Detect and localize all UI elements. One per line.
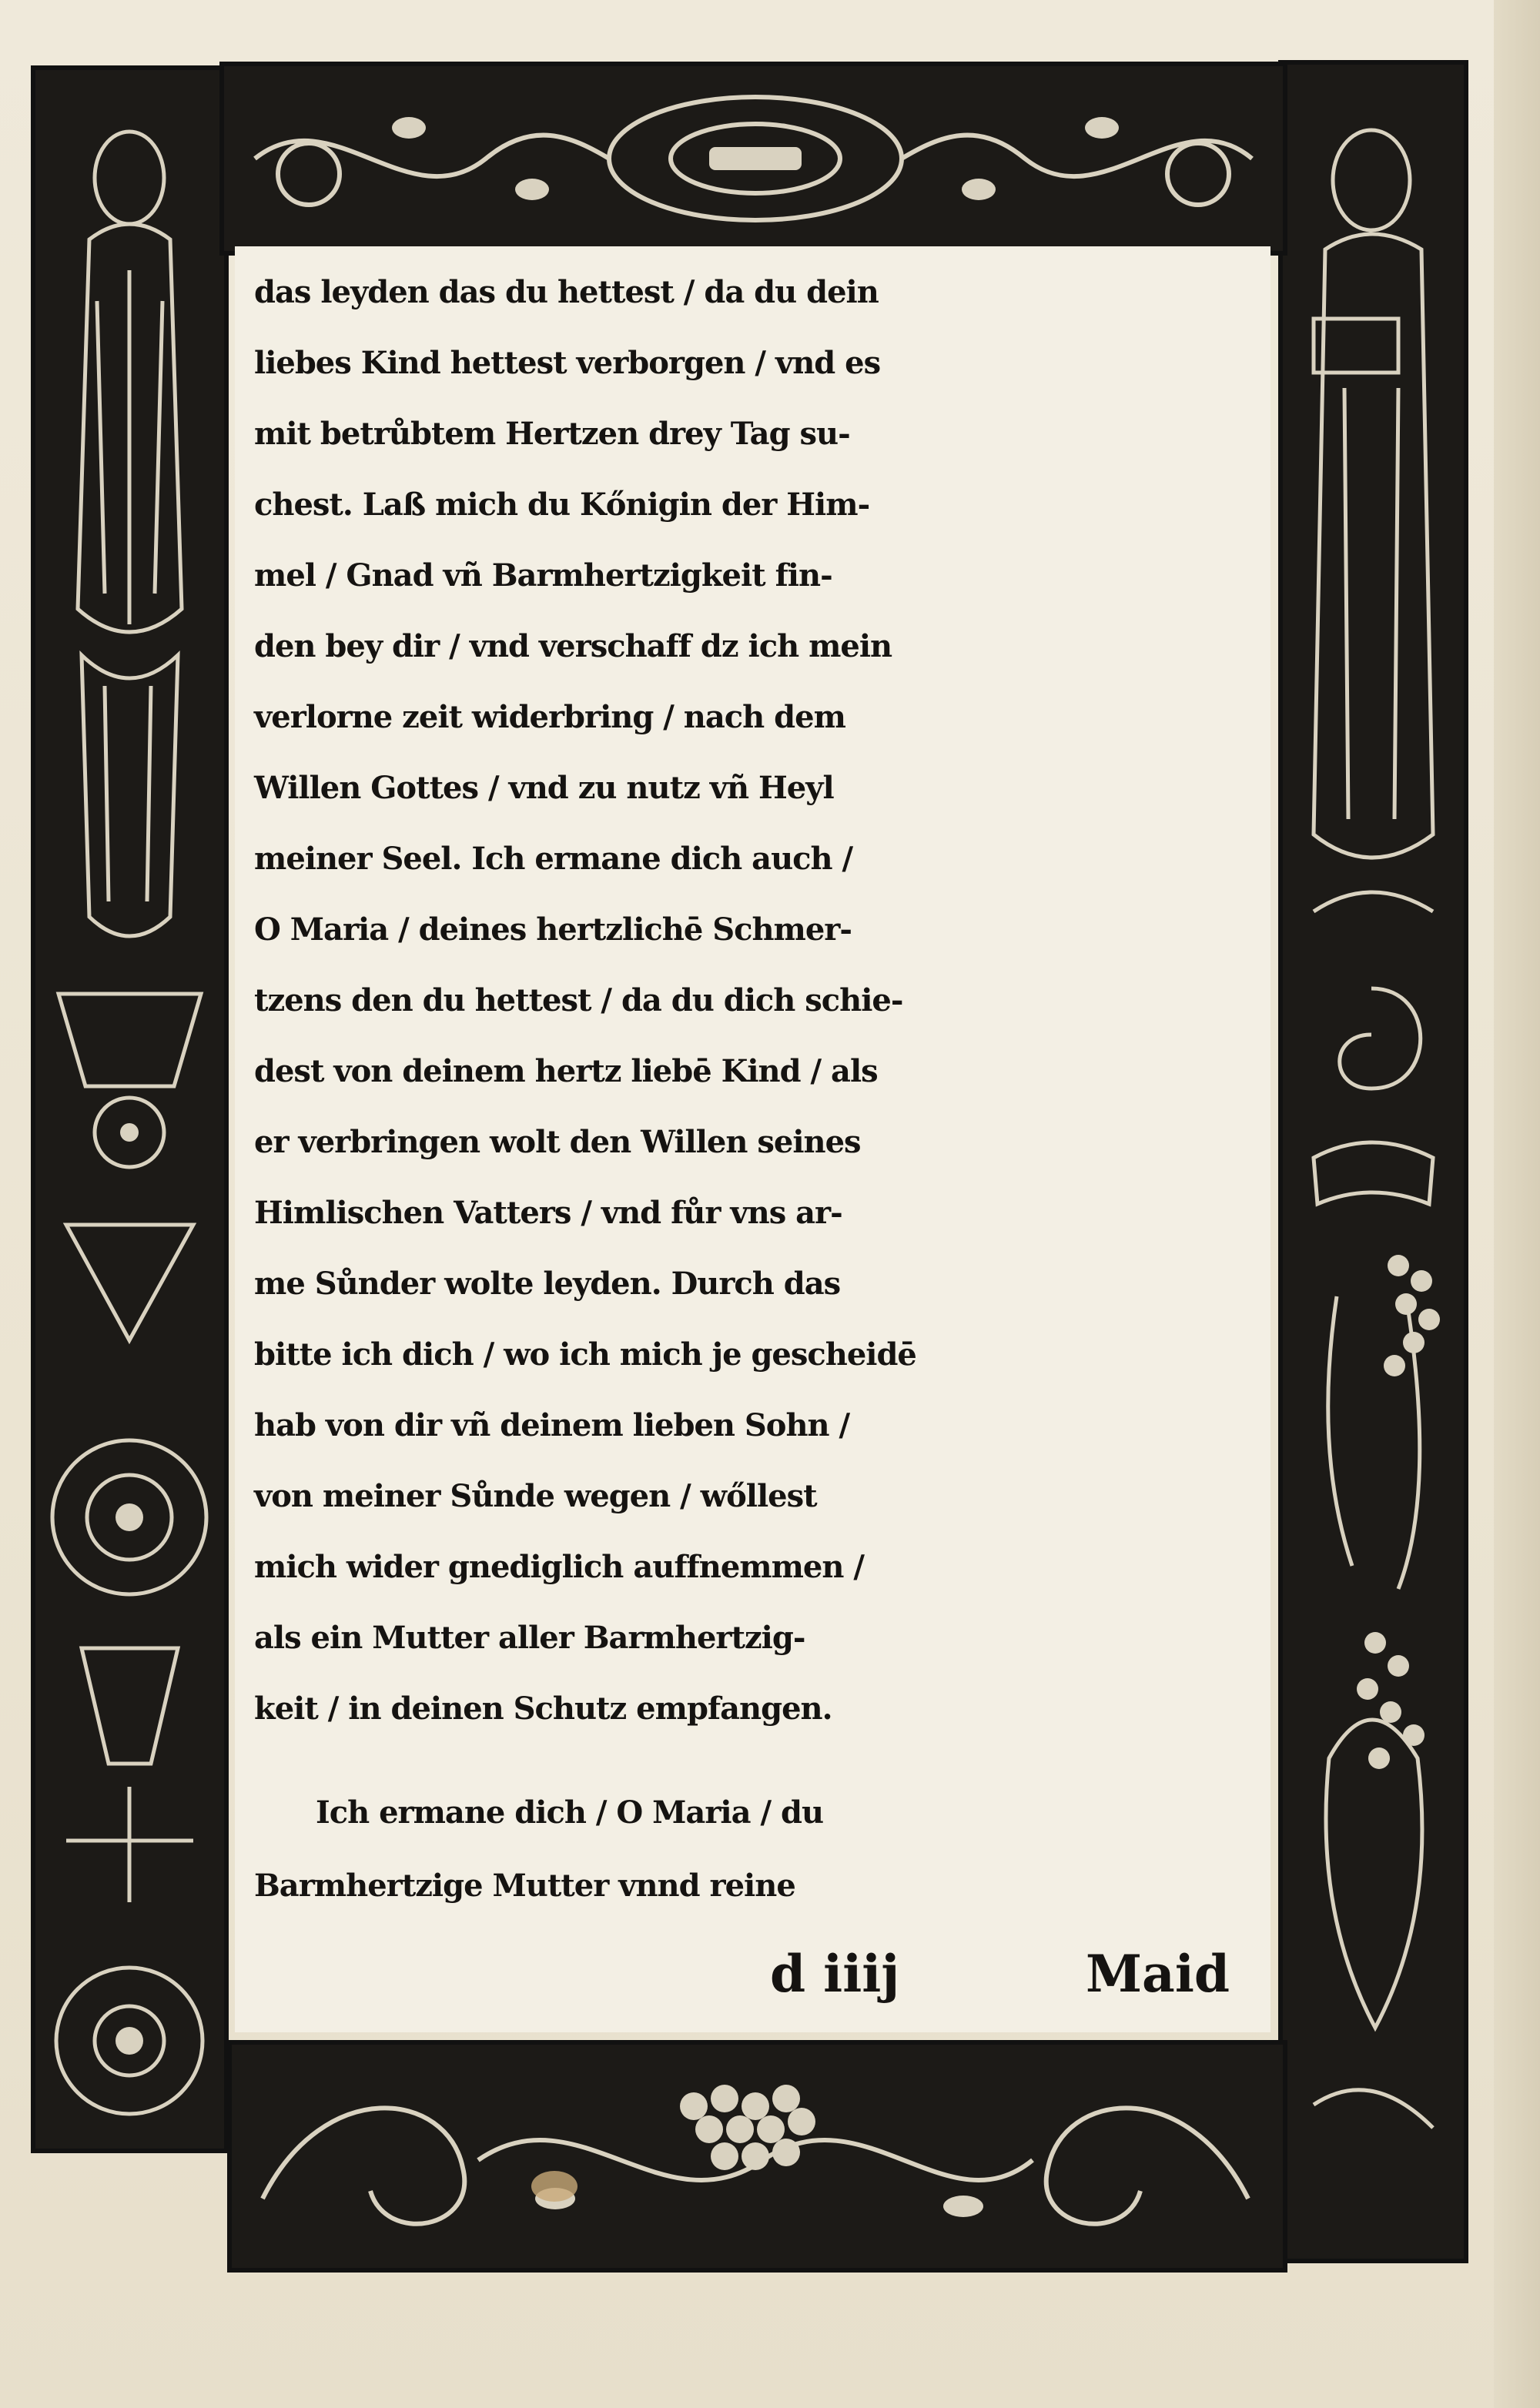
text-line: mit betrůbtem Hertzen drey Tag su- — [254, 416, 850, 452]
text-line: chest. Laß mich du Kőnigin der Him- — [254, 487, 870, 523]
top-woodcut-border — [219, 62, 1287, 256]
left-woodcut-border — [31, 65, 229, 2153]
bottom-woodcut-border — [227, 2040, 1287, 2273]
text-line: das leyden das du hettest / da du dein — [254, 274, 879, 310]
text-line: dest von deinem hertz liebē Kind / als — [254, 1053, 878, 1089]
text-line: keit / in deinen Schutz empfangen. — [254, 1691, 832, 1727]
text-line: meiner Seel. Ich ermane dich auch / — [254, 841, 853, 877]
text-line: verlorne zeit widerbring / nach dem — [254, 699, 845, 735]
page-edge — [1494, 0, 1540, 2408]
text-line: bitte ich dich / wo ich mich je gescheidē — [254, 1336, 916, 1373]
right-woodcut-border — [1278, 60, 1468, 2263]
text-line: Ich ermane dich / O Maria / du — [316, 1794, 824, 1831]
text-line: mich wider gnediglich auffnemmen / — [254, 1549, 864, 1585]
text-line: tzens den du hettest / da du dich schie- — [254, 982, 903, 1018]
text-line: liebes Kind hettest verborgen / vnd es — [254, 345, 881, 381]
text-line: Willen Gottes / vnd zu nutz vñ Heyl — [254, 770, 834, 806]
text-line: den bey dir / vnd verschaff dz ich mein — [254, 628, 892, 664]
catchword: Maid — [1086, 1944, 1230, 2004]
text-line: er verbringen wolt den Willen seines — [254, 1124, 861, 1160]
text-line: Barmhertzige Mutter vnnd reine — [254, 1868, 795, 1904]
text-line: von meiner Sůnde wegen / wőllest — [254, 1478, 817, 1514]
signature-mark: d iiij — [770, 1944, 900, 2004]
text-line: me Sůnder wolte leyden. Durch das — [254, 1266, 841, 1302]
text-line: mel / Gnad vñ Barmhertzigkeit fin- — [254, 557, 832, 594]
paper-stain — [531, 2171, 578, 2202]
text-line: als ein Mutter aller Barmhertzig- — [254, 1620, 805, 1656]
text-line: O Maria / deines hertzlichē Schmer- — [254, 911, 852, 948]
text-line: hab von dir vñ deinem lieben Sohn / — [254, 1407, 850, 1443]
text-line: Himlischen Vatters / vnd fůr vns ar- — [254, 1195, 842, 1231]
